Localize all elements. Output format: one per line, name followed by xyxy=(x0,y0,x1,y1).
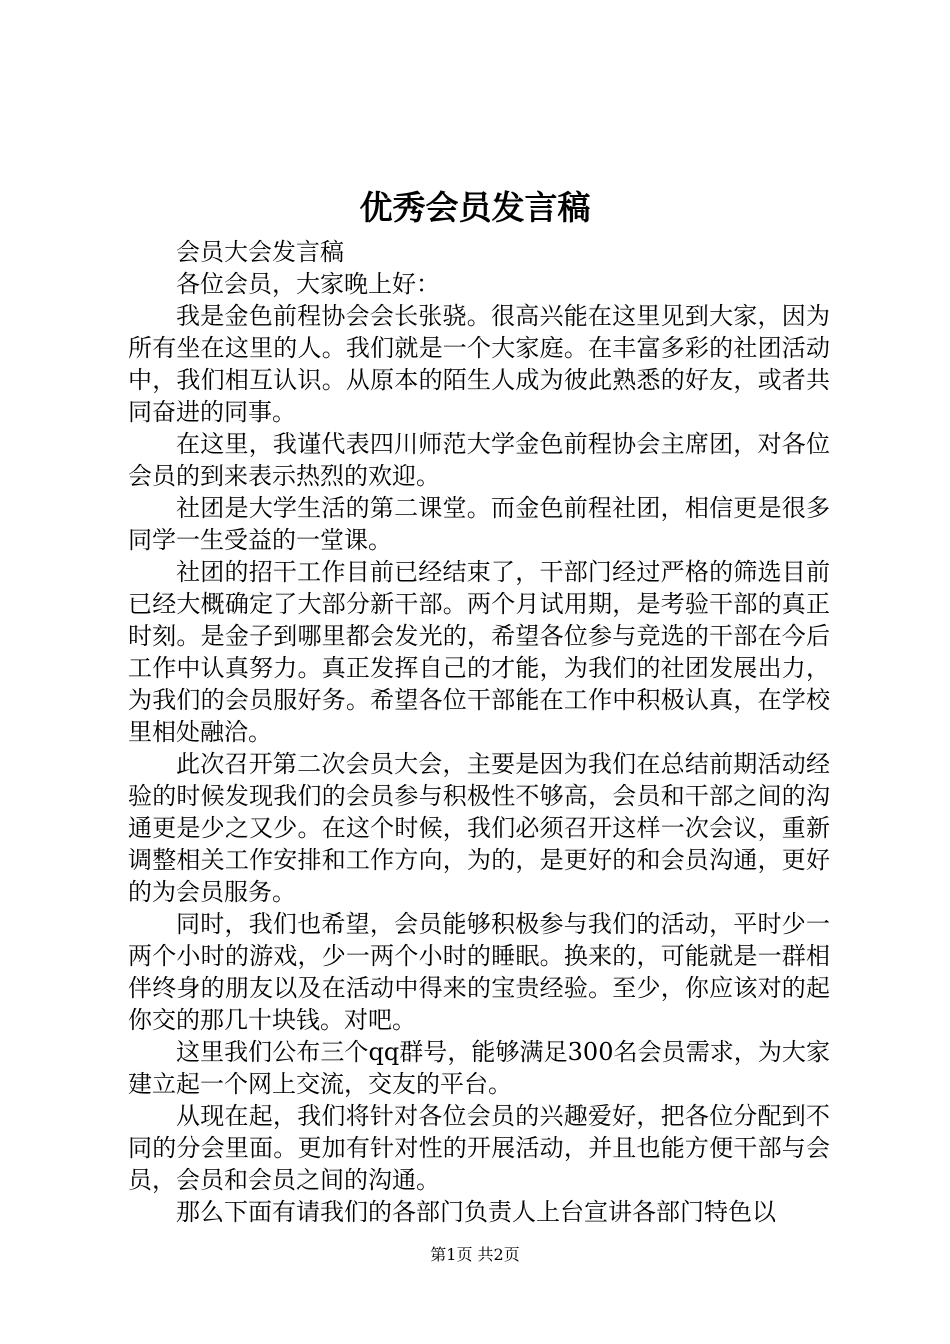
paragraph: 社团的招干工作目前已经结束了，干部门经过严格的筛选目前已经大概确定了大部分新干部。两个月试用期，是考验干部的真正时刻。是金子到哪里都会发光的，希望各位参与竞选的干部在今后工作中认真努力。真正发挥自己的才能，为我们的社团发展出力，为我们的会员服好务。希望各位干部能在工作中积极认真，在学校里相处融洽。 xyxy=(128,558,830,746)
paragraph: 社团是大学生活的第二课堂。而金色前程社团，相信更是很多同学一生受益的一堂课。 xyxy=(128,494,830,554)
document-title: 优秀会员发言稿 xyxy=(359,188,591,227)
paragraph: 我是金色前程协会会长张骁。很高兴能在这里见到大家，因为所有坐在这里的人。我们就是一个大家庭。在丰富多彩的社团活动中，我们相互认识。从原本的陌生人成为彼此熟悉的好友，或者共同奋进的同事。 xyxy=(128,302,830,426)
paragraph-greeting: 各位会员，大家晚上好： xyxy=(176,270,440,298)
paragraph: 在这里，我谨代表四川师范大学金色前程协会主席团，对各位会员的到来表示热烈的欢迎。 xyxy=(128,430,830,490)
document-body xyxy=(128,236,830,1228)
paragraph: 从现在起，我们将针对各位会员的兴趣爱好，把各位分配到不同的分会里面。更加有针对性的开展活动，并且也能方便干部与会员，会员和会员之间的沟通。 xyxy=(128,1102,830,1194)
paragraph: 同时，我们也希望，会员能够积极参与我们的活动，平时少一两个小时的游戏，少一两个小时的睡眠。换来的，可能就是一群相伴终身的朋友以及在活动中得来的宝贵经验。至少，你应该对的起你交的那几十块钱。对吧。 xyxy=(128,910,830,1034)
page-number-footer: 第1页 共2页 xyxy=(430,1245,520,1264)
paragraph: 此次召开第二次会员大会，主要是因为我们在总结前期活动经验的时候发现我们的会员参与积极性不够高，会员和干部之间的沟通更是少之又少。在这个时候，我们必须召开这样一次会议，重新调整相关工作安排和工作方向，为的，是更好的和会员沟通，更好的为会员服务。 xyxy=(128,750,830,906)
paragraph-heading: 会员大会发言稿 xyxy=(176,238,344,266)
paragraph: 这里我们公布三个qq群号，能够满足300名会员需求，为大家建立起一个网上交流，交友的平台。 xyxy=(128,1038,830,1098)
paragraph: 那么下面有请我们的各部门负责人上台宣讲各部门特色以 xyxy=(176,1198,776,1226)
